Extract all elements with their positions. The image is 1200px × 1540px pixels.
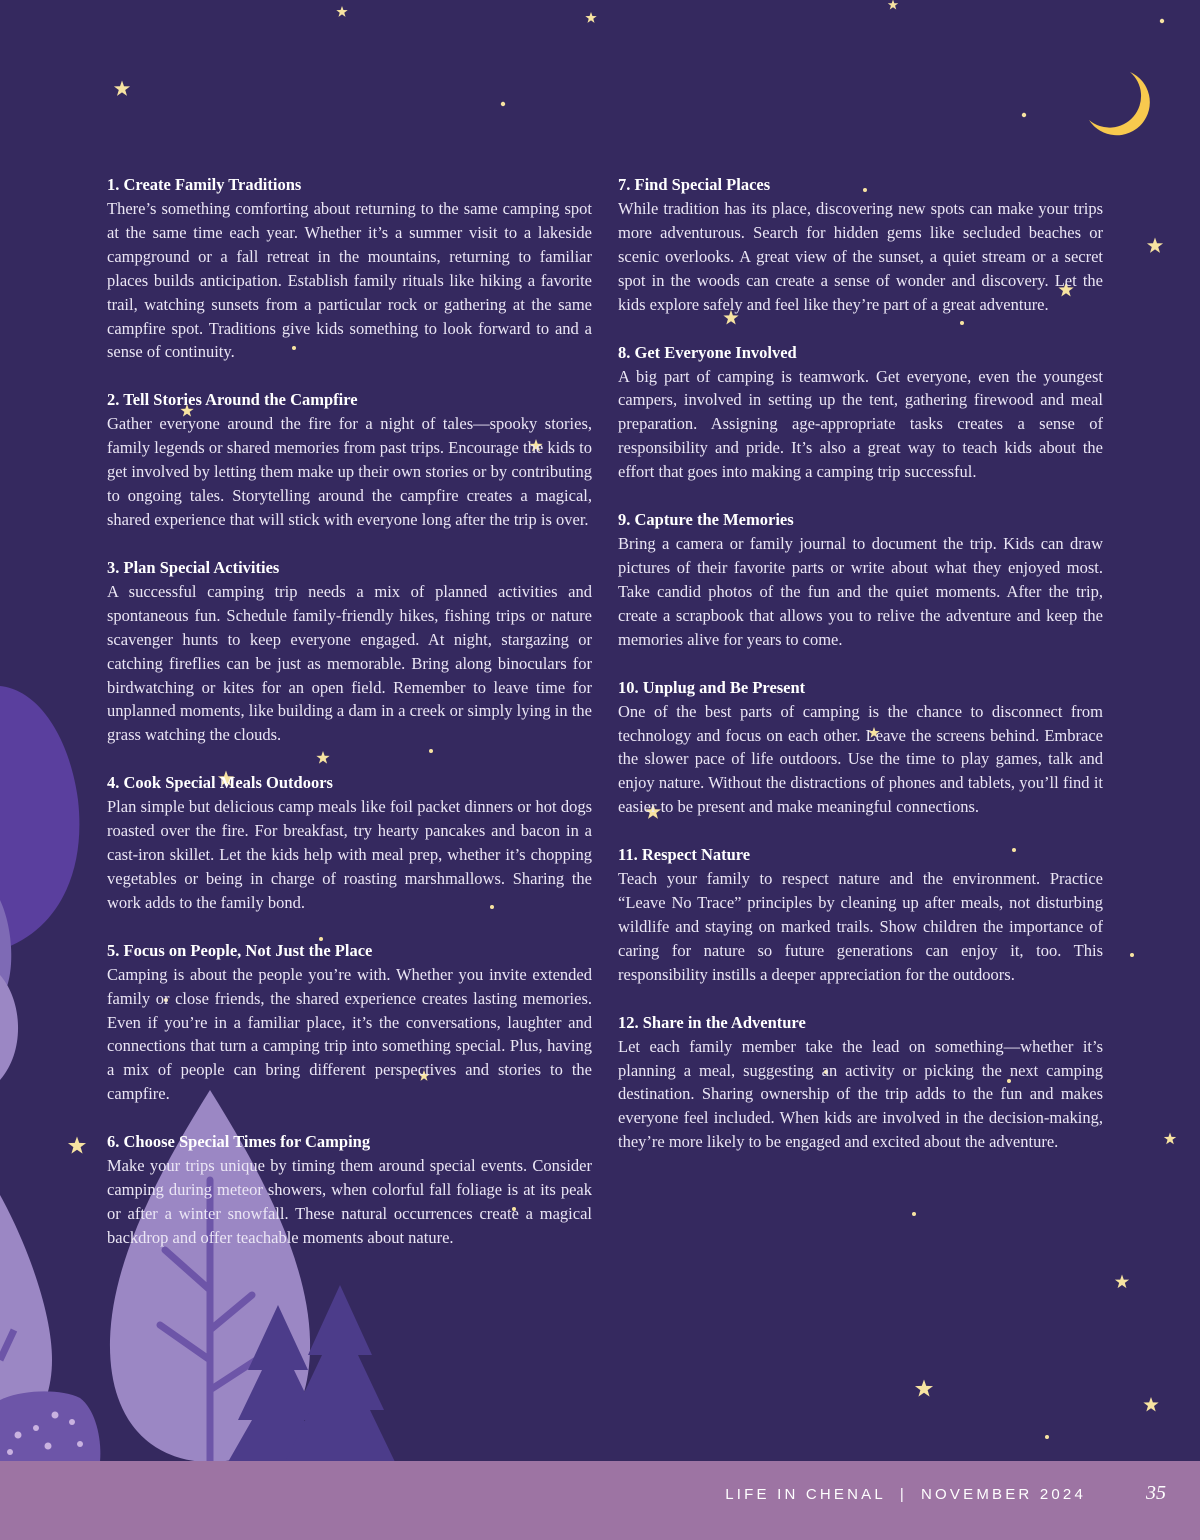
tip-item — [618, 676, 1103, 820]
tip-body: While tradition has its place, discovering new spots can make your trips more adventurous. Search for hidden gems like secluded beaches or scenic overlooks. A great view of the sunset, a quiet stream or a secret spot in the woods can create a sense of wonder and discovery. Let the kids explore safely and feel like they’re part of a great adventure. — [618, 199, 1103, 314]
right-column — [618, 173, 1103, 1274]
tip-item — [618, 843, 1103, 987]
tip-item — [107, 939, 592, 1106]
tip-title: 3. Plan Special Activities — [107, 557, 280, 577]
tip-title: 4. Cook Special Meals Outdoors — [107, 773, 333, 793]
tip-item — [107, 556, 592, 747]
tip-item — [107, 388, 592, 532]
tip-title: 11. Respect Nature — [618, 845, 751, 865]
tip-title: 9. Capture the Memories — [618, 510, 794, 530]
tip-body: Gather everyone around the fire for a night of tales—spooky stories, family legends or shared memories from past trips. Encourage the kids to get involved by letting them make up their own stories or by contributing to ongoing tales. Storytelling around the campfire creates a magical, shared experience that will stick with everyone long after the trip is over. — [107, 414, 592, 529]
tip-title: 1. Create Family Traditions — [107, 175, 302, 194]
tip-body: A successful camping trip needs a mix of planned activities and spontaneous fun. Schedule family-friendly hikes, fishing trips or nature scavenger hunts to keep everyone engaged. At night, stargazing or catching fireflies can be just as memorable. Bring along binoculars for birdwatching or kites for an open field. Remember to leave time for unplanned moments, like building a dam in a creek or simply lying in the grass watching the clouds. — [107, 581, 592, 745]
tip-body: Camping is about the people you’re with. Whether you invite extended family or close friends, the shared experience creates lasting memories. Even if you’re in a familiar place, it’s the conversations, laughter and connections that turn a camping trip into something special. Plus, having a mix of people can bring different perspectives and stories to the campfire. — [107, 964, 592, 1104]
issue-date: NOVEMBER 2024 — [921, 1486, 1086, 1503]
page-number: 35 — [1146, 1482, 1166, 1504]
tip-item — [107, 1130, 592, 1250]
tip-item — [107, 173, 592, 364]
tip-item — [618, 173, 1103, 317]
article-columns — [107, 173, 1103, 1274]
tip-title: 7. Find Special Places — [618, 175, 771, 194]
tip-title: 2. Tell Stories Around the Campfire — [107, 390, 358, 410]
tip-body: Bring a camera or family journal to document the trip. Kids can draw pictures of their favorite parts or write about what they enjoyed most. Take candid photos of the fun and the quiet moments. After the trip, create a scrapbook that allows you to relive the adventure and keep the memories alive for years to come. — [618, 534, 1103, 649]
tip-item — [618, 341, 1103, 485]
tip-body: Teach your family to respect nature and the environment. Practice “Leave No Trace” principles by cleaning up after meals, not disturbing wildlife and staying on marked trails. Show children the importance of caring for nature so future generations can enjoy it, too. This responsibility instills a deeper appreciation for the outdoors. — [618, 869, 1103, 984]
tip-body: Plan simple but delicious camp meals like foil packet dinners or hot dogs roasted over the fire. For breakfast, try hearty pancakes and bacon in a cast-iron skillet. Let the kids help with meal prep, whether it’s chopping vegetables or being in charge of roasting marshmallows. Sharing the work adds to the family bond. — [107, 797, 592, 912]
footer-publication-line — [725, 1486, 1086, 1503]
tip-body: A big part of camping is teamwork. Get everyone, even the youngest campers, involved in setting up the tent, gathering firewood and meal preparation. Assigning age-appropriate tasks creates a sense of responsibility and pride. It’s also a great way to teach kids about the effort that goes into making a camping trip successful. — [618, 366, 1103, 482]
publication-name: LIFE IN CHENAL — [725, 1486, 886, 1503]
tip-item — [107, 771, 592, 915]
tip-item — [618, 1011, 1103, 1155]
tip-body: There’s something comforting about returning to the same camping spot at the same time each year. Whether it’s a summer visit to a lakeside campground or a fall retreat in the mountains, returning to familiar places builds anticipation. Establish family rituals like hiking a favorite trail, watching sunsets from a particular rock or gathering at the same campfire spot. Traditions give kids something to look forward to and a sense of continuity. — [107, 199, 592, 362]
moon-icon — [1089, 72, 1150, 135]
tip-item — [618, 508, 1103, 652]
page-footer — [0, 1461, 1200, 1540]
tip-body: Make your trips unique by timing them around special events. Consider camping during meteor showers, when colorful fall foliage is at its peak or after a winter snowfall. These natural occurrences create a magical backdrop and offer teachable moments about nature. — [107, 1156, 592, 1247]
footer-separator: | — [899, 1486, 908, 1503]
tip-body: One of the best parts of camping is the chance to disconnect from technology and focus on each other. Leave the screens behind. Embrace the slower pace of life outdoors. Use the time to play games, talk and enjoy nature. Without the distractions of phones and tablets, you’ll find it easier to be present and make meaningful connections. — [618, 701, 1103, 817]
tip-title: 12. Share in the Adventure — [618, 1012, 806, 1032]
left-column — [107, 173, 592, 1274]
tip-title: 10. Unplug and Be Present — [618, 677, 806, 697]
tip-title: 6. Choose Special Times for Camping — [107, 1132, 371, 1152]
tip-body: Let each family member take the lead on something—whether it’s planning a meal, suggesting an activity or picking the next camping destination. Sharing ownership of the trip adds to the fun and makes everyone feel included. When kids are involved in the decision-making, they’re more likely to be engaged and excited about the adventure. — [618, 1036, 1103, 1152]
tip-title: 8. Get Everyone Involved — [618, 342, 797, 362]
tip-title: 5. Focus on People, Not Just the Place — [107, 940, 373, 960]
